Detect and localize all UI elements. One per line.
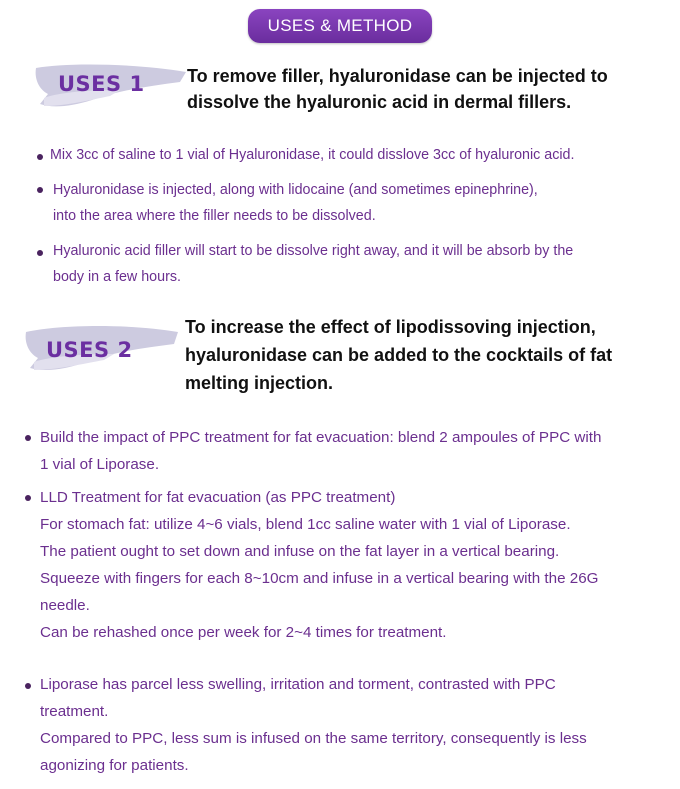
section-title-pill [248,9,432,43]
uses2-badge-label: USES 2 [46,338,133,362]
bullet-dot [37,187,43,193]
uses1-heading [187,63,608,115]
bullet-dot [25,495,31,501]
heading-line: melting injection. [185,373,334,393]
bullet-dot [25,683,31,689]
uses2-heading [185,313,612,397]
bullet-line: Squeeze with fingers for each 8~10cm and infuse in a vertical bearing with the 26G [40,570,599,587]
bullet-line: Can be rehashed once per week for 2~4 times for treatment. [40,624,447,641]
bullet-line: needle. [40,597,90,614]
bullet-line: Mix 3cc of saline to 1 vial of Hyaluronidase, it could disslove 3cc of hyaluronic acid. [50,147,575,163]
bullet-line: body in a few hours. [53,269,181,285]
section-title: USES & METHOD [267,16,413,35]
bullet-line: Hyaluronic acid filler will start to be dissolve right away, and it will be absorb by the [53,243,574,259]
heading-line: dissolve the hyaluronic acid in dermal fillers. [187,92,572,112]
bullet-dot [25,435,31,441]
heading-line: hyaluronidase can be added to the cocktails of fat [185,345,613,365]
uses2-badge [22,320,182,374]
heading-line: To increase the effect of lipodissoving injection, [185,317,596,337]
uses1-badge [30,60,190,110]
bullet-line: Hyaluronidase is injected, along with lidocaine (and sometimes epinephrine), [53,182,538,198]
uses2-bullet-1 [40,424,601,478]
bullet-line: LLD Treatment for fat evacuation (as PPC treatment) [40,489,396,506]
bullet-line: Build the impact of PPC treatment for fat evacuation: blend 2 ampoules of PPC with [40,429,602,446]
bullet-dot [37,154,43,160]
bullet-line: For stomach fat: utilize 4~6 vials, blend 1cc saline water with 1 vial of Liporase. [40,516,571,533]
uses2-bullet-3 [40,671,587,779]
uses2-bullet-2 [40,484,598,646]
bullet-line: into the area where the filler needs to be dissolved. [53,208,376,224]
bullet-line: agonizing for patients. [40,757,189,774]
bullet-dot [37,250,43,256]
bullet-line: Compared to PPC, less sum is infused on the same territory, consequently is less [40,730,587,747]
uses1-bullet-1 [50,142,574,168]
bullet-line: treatment. [40,703,109,720]
uses1-bullet-3 [53,238,573,290]
bullet-line: 1 vial of Liporase. [40,456,160,473]
heading-line: To remove filler, hyaluronidase can be injected to [187,66,608,86]
bullet-line: Liporase has parcel less swelling, irritation and torment, contrasted with PPC [40,676,556,693]
bullet-line: The patient ought to set down and infuse on the fat layer in a vertical bearing. [40,543,560,560]
uses1-bullet-2 [53,177,538,229]
uses1-badge-label: USES 1 [58,72,145,96]
